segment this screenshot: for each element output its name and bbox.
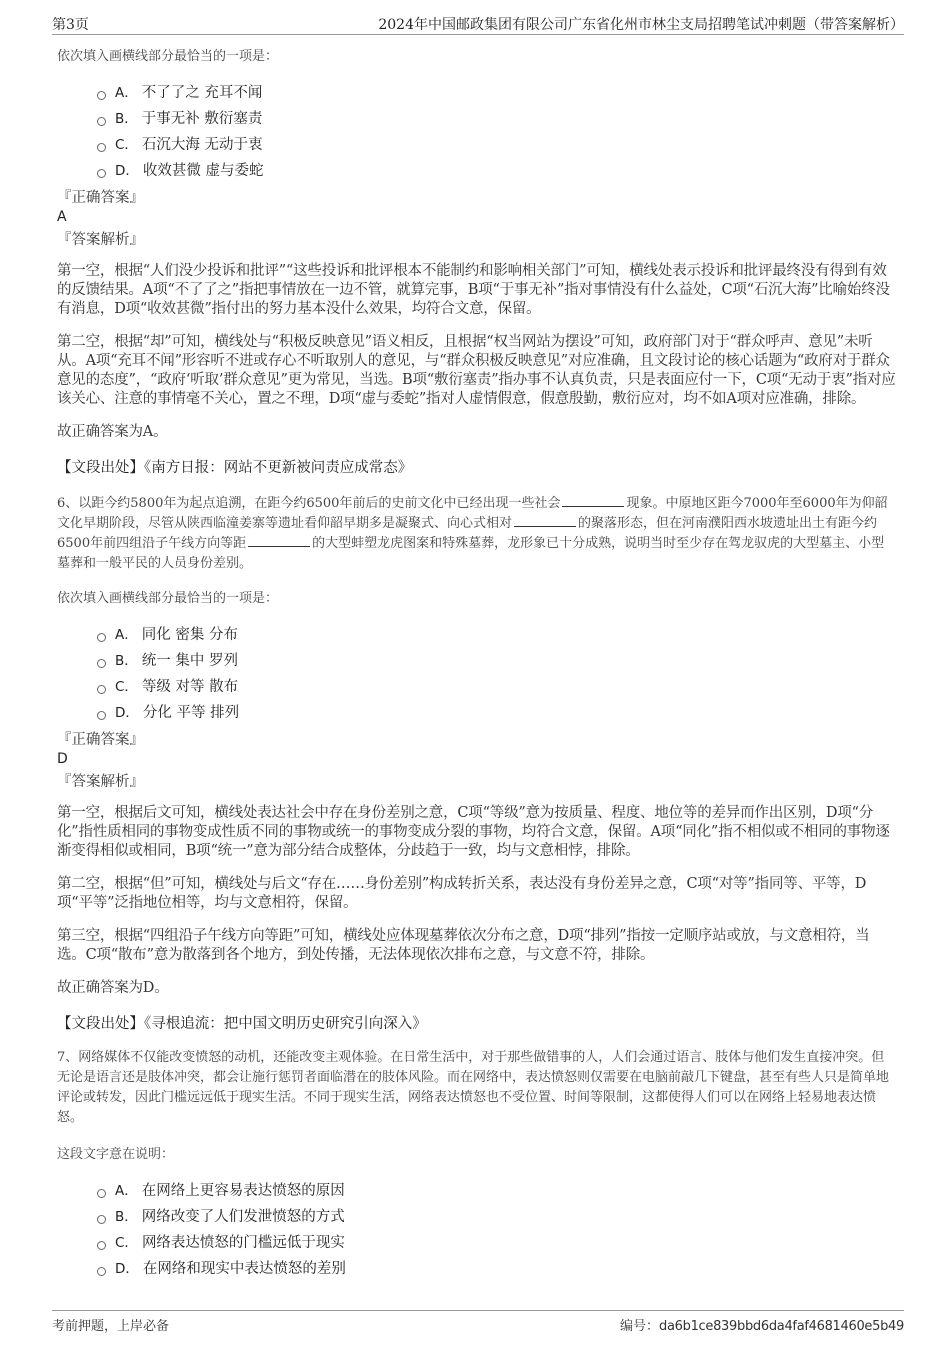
q6-analysis-para-2: 第二空，根据“但”可知，横线处与后文“存在……身份差别”构成转折关系，表达没有身份差异之意，C项“对等”指同等、平等，D项“平等”泛指地位相等，均与文意相符，保留。 (57, 876, 867, 911)
blank-line (248, 534, 310, 547)
radio-icon[interactable] (97, 1241, 106, 1250)
q6-question: 6、以距今约5800年为起点追溯，在距今约6500年前后的史前文化中已经出现一些社会 现象。中原地区距今7000年至6000年为仰韶文化早期阶段，尽管从陕西临潼姜寨等遗址看仰韶早期多是凝聚式、向心式相对 的聚落形态，但在河南濮阳西水坡遗址出土有距今约6500年前四组沿子午线方向等距 的大型蚌塑龙虎图案和特殊墓葬，龙形象已十分成熟，说明当时至少存在驾龙驭虎的大型墓主、小型墓葬和一般平民的人员身份差别。 (57, 496, 888, 571)
q7-question: 7、网络媒体不仅能改变愤怒的动机，还能改变主观体验。在日常生活中，对于那些做错事的人，人们会通过语言、肢体与他们发生直接冲突。但无论是语言还是肢体冲突，都会让施行惩罚者面临潜在的肢体风险。而在网络中，表达愤怒则仅需要在电脑前敲几下键盘，甚至有些人只是简单地评论或转发，因此门槛远远低于现实生活。不同于现实生活，网络表达愤怒也不受位置、时间等限制，这都使得人们可以在网络上轻易地表达愤怒。 (57, 1050, 890, 1125)
page-footer (52, 1310, 904, 1335)
q6-option-b[interactable]: B． 统一 集中 罗列 (97, 648, 897, 674)
q7-options (97, 1178, 897, 1282)
q7-ask: 这段文字意在说明： (57, 1147, 175, 1162)
q5-analysis-para-2: 第二空，根据“却”可知，横线处与“积极反映意见”语义相反，且根据“权当网站为摆设”可知，政府部门对于“群众呼声、意见”未听从。A项“充耳不闻”形容听不进或存心不听取别人的意见，与“群众积极反映意见”对应准确，且文段讨论的核心话题为“政府对于群众意见的态度”，“政府‘听取’群众意见”更为常见，当选。B项“敷衍塞责”指办事不认真负责，只是表面应付一下，C项“无动于衷”指对应该关心、注意的事情毫不关心，置之不理，D项“虚与委蛇”指对人虚情假意，假意殷勤，敷衍应对，均不如A项对应准确，排除。 (57, 334, 896, 407)
q6-options (97, 622, 897, 726)
document-code: 编号：da6b1ce839bbd6da4faf4681460e5b49 (620, 1319, 904, 1334)
radio-icon[interactable] (97, 1267, 106, 1276)
radio-icon[interactable] (97, 659, 106, 668)
radio-icon[interactable] (97, 143, 106, 152)
radio-icon[interactable] (97, 1189, 106, 1198)
q5-option-b[interactable]: B． 于事无补 敷衍塞责 (97, 106, 897, 132)
q6-analysis-para-3: 第三空，根据“四组沿子午线方向等距”可知，横线处应体现墓葬依次分布之意，D项“排列”指按一定顺序站或放，与文意相符，当选。C项“散布”意为散落到各个地方，到处传播，无法体现依次排布之意，与文意不符，排除。 (57, 928, 870, 963)
blank-line (514, 514, 576, 527)
radio-icon[interactable] (97, 1215, 106, 1224)
q6-option-d[interactable]: D． 分化 平等 排列 (97, 700, 897, 726)
q6-analysis-para-1: 第一空，根据后文可知，横线处表达社会中存在身份差别之意，C项“等级”意为按质量、程度、地位等的差异而作出区别，D项“分化”指性质相同的事物变成性质不同的事物或统一的事物变成分裂的事物，均符合文意，保留。A项“同化”指不相似或不相同的事物逐渐变得相似或相同，B项“统一”意为部分结合成整体，分歧趋于一致，均与文意相悖，排除。 (57, 805, 890, 859)
radio-icon[interactable] (97, 711, 106, 720)
document-title: 2024年中国邮政集团有限公司广东省化州市林尘支局招聘笔试冲刺题（带答案解析） (378, 17, 904, 33)
radio-icon[interactable] (97, 117, 106, 126)
q5-analysis-label: 『答案解析』 (57, 232, 144, 248)
main-content (57, 48, 897, 1282)
q6-option-c[interactable]: C． 等级 对等 散布 (97, 674, 897, 700)
q5-options (97, 80, 897, 184)
radio-icon[interactable] (97, 685, 106, 694)
radio-icon[interactable] (97, 91, 106, 100)
q7-option-a[interactable]: A． 在网络上更容易表达愤怒的原因 (97, 1178, 897, 1204)
q6-source: 【文段出处】《寻根追流：把中国文明历史研究引向深入》 (57, 1016, 427, 1032)
blank-line (562, 494, 624, 507)
radio-icon[interactable] (97, 169, 106, 178)
q7-option-d[interactable]: D． 在网络和现实中表达愤怒的差别 (97, 1256, 897, 1282)
radio-icon[interactable] (97, 633, 106, 642)
q5-answer-label: 『正确答案』 (57, 190, 144, 206)
q5-option-a[interactable]: A． 不了了之 充耳不闻 (97, 80, 897, 106)
page-number: 第3页 (52, 17, 89, 33)
q5-answer: A (57, 209, 67, 225)
q5-analysis-para-1: 第一空，根据“人们没少投诉和批评”“这些投诉和批评根本不能制约和影响相关部门”可知，横线处表示投诉和批评最终没有得到有效的反馈结果。A项“不了了之”指把事情放在一边不管，就算完事，B项“于事无补”指对事情没有什么益处，C项“石沉大海”比喻始终没有消息，D项“收效甚微”指付出的努力基本没什么效果，均符合文意，保留。 (57, 263, 890, 317)
q6-answer: D (57, 751, 68, 767)
q5-source: 【文段出处】《南方日报：网站不更新被问责应成常态》 (57, 460, 413, 476)
q5-option-c[interactable]: C． 石沉大海 无动于衷 (97, 132, 897, 158)
footer-slogan: 考前押题，上岸必备 (52, 1319, 170, 1334)
q7-option-b[interactable]: B． 网络改变了人们发泄愤怒的方式 (97, 1204, 897, 1230)
q5-conclusion: 故正确答案为A。 (57, 424, 168, 440)
q6-ask: 依次填入画横线部分最恰当的一项是： (57, 591, 279, 606)
q6-conclusion: 故正确答案为D。 (57, 980, 169, 996)
q7-option-c[interactable]: C． 网络表达愤怒的门槛远低于现实 (97, 1230, 897, 1256)
q5-option-d[interactable]: D． 收效甚微 虚与委蛇 (97, 158, 897, 184)
q6-answer-label: 『正确答案』 (57, 732, 144, 748)
q6-analysis-label: 『答案解析』 (57, 774, 144, 790)
q5-ask: 依次填入画横线部分最恰当的一项是： (57, 49, 279, 64)
page-header (52, 14, 904, 35)
q6-option-a[interactable]: A． 同化 密集 分布 (97, 622, 897, 648)
